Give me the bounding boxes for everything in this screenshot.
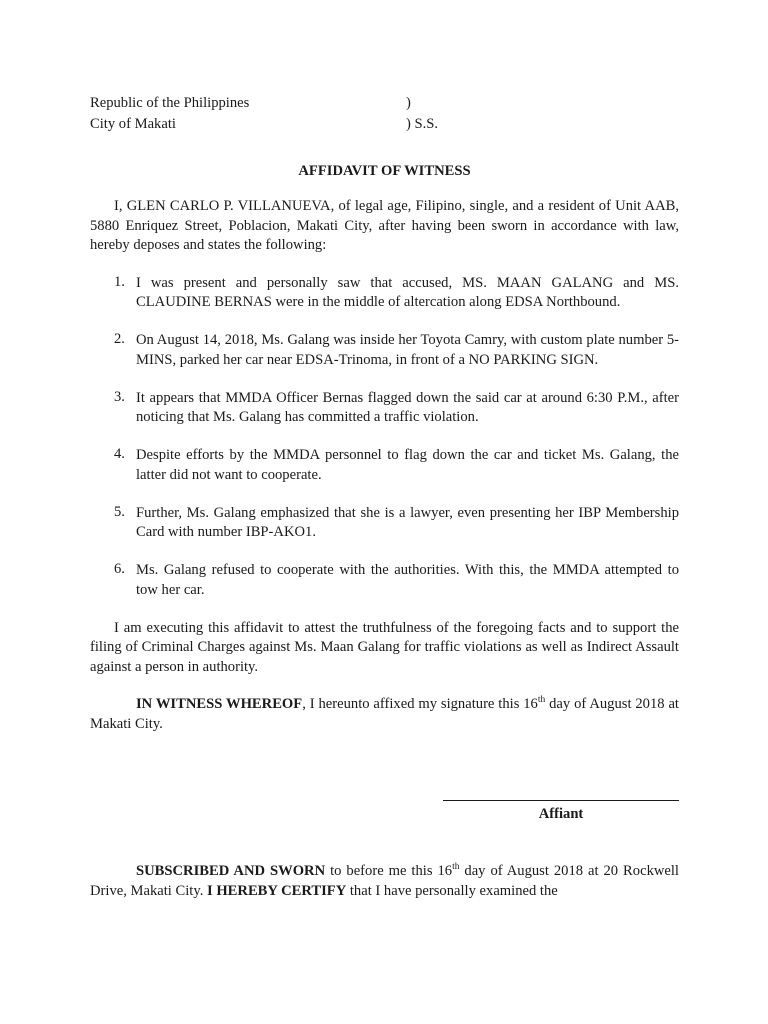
- jurat-lead: SUBSCRIBED AND SWORN: [136, 863, 326, 879]
- executing-paragraph: I am executing this affidavit to attest the truthfulness of the foregoing facts and to support the filing of Criminal Charges against Ms. Maan Galang for traffic violations as well as Indirect Assault against a person in authority.: [90, 619, 679, 675]
- statement-text: On August 14, 2018, Ms. Galang was inside her Toyota Camry, with custom plate number 5-MINS, parked her car near EDSA-Trinoma, in front of a NO PARKING SIGN.: [136, 332, 679, 368]
- statement-item: [90, 389, 679, 428]
- witness-ordinal: th: [537, 695, 546, 706]
- statement-list: [90, 274, 679, 601]
- venue-paren-1: ): [406, 95, 411, 111]
- intro-paragraph: I, GLEN CARLO P. VILLANUEVA, of legal age, Filipino, single, and a resident of Unit AAB, 5880 Enriquez Street, Poblacion, Makati City, after having been sworn in accordance with law, hereby deposes and states the following:: [90, 198, 679, 253]
- statement-item: [90, 274, 679, 313]
- statement-item: [90, 446, 679, 485]
- witness-lead: IN WITNESS WHEREOF: [136, 696, 303, 712]
- venue-country: Republic of the Philippines: [90, 95, 250, 111]
- statement-text: Ms. Galang refused to cooperate with the authorities. With this, the MMDA attempted to tow her car.: [136, 562, 679, 598]
- statement-text: Further, Ms. Galang emphasized that she is a lawyer, even presenting her IBP Membership Card with number IBP-AKO1.: [136, 504, 679, 540]
- statement-number: 1.: [114, 273, 125, 290]
- statement-number: 5.: [114, 503, 125, 520]
- statement-number: 3.: [114, 388, 125, 405]
- venue-ss: ) S.S.: [406, 116, 439, 132]
- jurat-paragraph: [90, 862, 679, 901]
- statement-text: Despite efforts by the MMDA personnel to flag down the car and ticket Ms. Galang, the latter did not want to cooperate.: [136, 447, 679, 483]
- affiant-label: Affiant: [538, 806, 584, 822]
- witness-paragraph: [90, 695, 679, 734]
- document-title: AFFIDAVIT OF WITNESS: [298, 163, 471, 179]
- signature-block: [443, 800, 679, 824]
- jurat-certify: I HEREBY CERTIFY: [207, 882, 347, 899]
- affidavit-document: [90, 93, 679, 899]
- jurat-text-b: day of August 2018 at 20 Rockwell Drive, Makati City.: [90, 863, 679, 899]
- signature-line: [443, 800, 679, 801]
- witness-text-b: day of August 2018 at Makati City.: [90, 696, 679, 732]
- statement-number: 6.: [114, 561, 125, 577]
- statement-number: 4.: [114, 446, 125, 462]
- statement-item: [90, 561, 679, 600]
- statement-text: I was present and personally saw that accused, MS. MAAN GALANG and MS. CLAUDINE BERNAS were in the middle of altercation along EDSA Northbound.: [136, 274, 679, 310]
- jurat-ordinal: th: [452, 862, 460, 873]
- jurat-text-a: to before me this 16: [325, 863, 453, 879]
- statement-text: It appears that MMDA Officer Bernas flagged down the said car at around 6:30 P.M., after noticing that Ms. Galang has committed a traffic violation.: [136, 389, 679, 425]
- venue-city: City of Makati: [90, 116, 176, 132]
- statement-item: [90, 331, 679, 370]
- statement-number: 2.: [114, 331, 125, 347]
- jurat-text-c: that I have personally examined the: [346, 882, 558, 899]
- witness-text-a: , I hereunto affixed my signature this 16: [302, 696, 538, 712]
- statement-item: [90, 504, 679, 543]
- venue-block: [90, 93, 679, 135]
